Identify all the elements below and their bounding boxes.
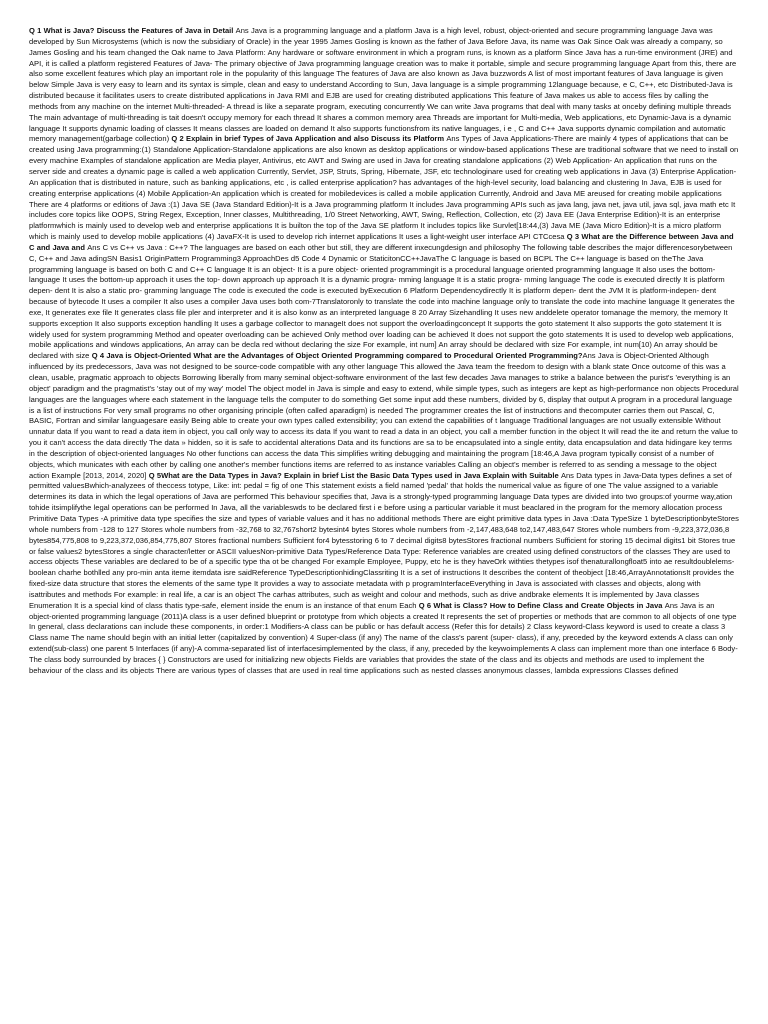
question-4-heading: Q 4 Java is Object-Oriented What are the Advantages of Object Oriented Programming compared to Procedural Oriented Programming?	[91, 351, 583, 361]
question-5-heading: Q 5What are the Data Types in Java? Explain in brief List the Basic Data Types used in Java Explain with Suitable	[148, 470, 561, 480]
question-2-heading: Q 2 Explain in brief Types of Java Application and also Discuss its Platform	[171, 134, 447, 144]
question-6-heading: Q 6 What is Class? How to Define Class and Create Objects in Java	[418, 600, 665, 610]
answer-3-text: Ans C vs C++ vs Java : C++? The languages are based on each other but still, they are different inxecungdesign and philosophy The following table describes the major differencesorybetween C, C++ and Java adingSN Basis1 OriginPattern Programming3 ApproachDes d5 Code 4 Dynamic or StaticitonCC++JavaThe C language is based on BCPL The C++ language is based on theThe Java programming language is based on both C and C++ C language It is an object- It is a pure object- oriented programmingit is a procedural language oriented programming language It also uses the bottom-language It uses the bottom-up approach it uses the top- down approach up approach It is a dynamic progra- mming language It is a static progra- mming language The code is executed directly It is platform depen- dent It is also a static pro- gramming language The code is executed the code is executed byExecution 6 Platform Dependencydirectly It is platform depen- dent the JVM It is platform-indepen- dent because of bytecode It uses a compiler It also uses a compiler Java uses both com-7Translatoronly to translate the code into machine language only to translate the code into machine language It generates the exe, It generates exe file It generates class file pler and interpreter and it is also konw as an interpreted language 8 20 Array Sizehandling It uses new anddelete operator tomanage the memory, the memory It supports exception It also supports exception handling It uses a garbage collector to manageIt does not support the overloadingconcept It supports the goto statement It also supports the goto statement It is widely used for system programming Method and opeater overloading can be achieved Only method over loading can be achieved It does not support the goto statements It is used to develop web applications, mobile applications and windows applications, An array can be decla red without declaring the size For example, int num] An array should be declared with size For example, int num[10) An array should be declared with size	[29, 242, 735, 361]
document-body	[29, 26, 739, 677]
answer-5-text: Ans Data types in Java-Data types defines a set of permitted valuesBwhich-analyzees of theccess totype, Like: int: pedal = fig of one This statement exists a field named 'pedal' that holds the numerical value as figure of one The value assigned to a variable determines its data in which the legal operations of Java are performed This behaviour specifies that, Java is a strongly-typed programming language Data types are divided into two groups:of yourme way,ation tohide itsimplifythe legal operations can be performed In Java, all the variableswds to be declared first i e before using a particular variable it must beaclared in the program for the memory allocation process Primitive Data Types -A primitive data type specifies the size and types of variable values and it has no additional methods There are eight primitive data types in Java :Data TypeSize 1 byteDescriptionbyteStores whole numbers from -128 to 127 Stores whole numbers from -32,768 to 32,767short2 bytesint4 bytes Stores whole numbers from -2,147,483,648 to2,147,483,647 Stores whole numbers from -9,223,372,036,8 bytes854,775,808 to 9,223,372,036,854,775,807 Stores fractional numbers Sufficient for4 bytesstoring 6 to 7 decimal digits8 bytesStores fractional numbers Sufficient for storing 15 decimal digits1 bit Stores true or false values2 bytesStores a single character/letter or ASCII valuesNon-primitive Data Types/Reference Data Type: Reference variables are created using defined constructors of the classes They are used to access objects These variables are declared to be of a specific type tha ot be changed For example Employee, Puppy, etc he is they haveOrk withties thetypes isof thenaturallongfloat5 into ae resultdoublelems-boolean charhe bothlled any pro-min anta iteme itemdata isre saidReference TypeDescriptionhidingClassriting It is a set of instructions It describes the content of theobject [18:46,ArrayAnnotationsIt provides the fixed-size data structure that stores the elements of the same type It provides a way to associate metadata with p programInterfaceEverything in Java is associated with classes and objects, along with isattributes and methods For example: in real life, a car is an object The carhas attributes, such as weight and colour and methods, such as drive andbrake elements It is implemented by Java classes Enumeration It is a special kind of class thatis type-safe, element inside the enum is an instance of that enum Each	[29, 470, 739, 610]
answer-6-text: Ans Java is an object-oriented programming language (2011)A class is a user defined blueprint or prototype from which objects a created It represents the set of properties or methods that are common to all objects of one type In general, class declarations can include these components, in order:1 Modifiers-A class can be public or has default access (Refer this for details) 2 Class keyword-Class keyword is used to create a class 3 Class name The name should begin with an initial letter (capitalized by convention) 4 Super-class (if any) The name of the class's parent (super- class), if any, preceded by the keyword extends A class can only extend(sub-class) one parent 5 Interfaces (if any)-A comma-separated list of interfacesimplemented by the class, if any, preceded by the keywoimplements A class can implement more than one interface 6 Body-The class body surrounded by braces { } Constructors are used for initializing new objects Fields are variables that provides the state of the class and its objects and methods are used to implement the behaviour of the class and its objects There are various types of classes that are used in real time applications such as nested classes anonymous classes, lambda expressions Classes defined	[29, 600, 738, 675]
answer-2-text: Ans Types of Java Applications-There are mainly 4 types of applications that can be created using Java programming:(1) Standalone Application-Standalone applications are also known as desktop applications or window-based applications These are traditional software that we need to install on every machine Examples of standalone application are Media player, Antivirus, etc AWT and Swing are used in Java for creating standalone applications (2) Web Application- An application that runs on the server side and creates a dynamic page is called a web application Currently, Servlet, JSP, Struts, Spring, Hibernate, JSF, etc technologinare used for creating web applications in Java (3) Enterprise Application-An application that is distributed in nature, such as banking applications, etc , is called enterprise application? has advantages of the high-level security, load balancing and clustering In Java, EJB is used for creating enterprise applications (4) Mobile Application-An application which is created for mobiledevices is called a mobile application Currently, Android and Java ME areused for creating mobile applications There are 4 platforms or editions of Java :(1) Java SE (Java Standard Edition)-It is a Java programming platform It includes Java programming APIs such as java lang, java net, java util, java sql, java math etc It includes core topics like OOPS, String Regex, Exception, Inner classes, Multithreading, 1/0 Street Networking, AWT, Swing, Reflection, Collection, etc (2) Java EE (Java Enterprise Edition)-It is an enterprise platformwhich is mainly used to develop web and enterprise applications It is builton the top of the Java SE platform It includes topics like Survlet[18:44,(3) Java ME (Java Micro Edition)-It is a micro platform which is mainly used to develop mobile applications (4) JavaFX-It is used to develop rich internet applications It uses a light-weight user interface API CTCcesa	[29, 134, 739, 242]
answer-1-text: Ans Java is a programming language and a platform Java is a high level, robust, object-oriented and secure programming language Java was developed by Sun Microsystems (which is now the subsidiary of Oracle) in the year 1995 James Gosling is known as the father of Java Before Java, its name was Oak Since Oak was already a company, so James Gosling and his team changed the Oak name to Java Platform: Any hardware or software environment in which a program runs, is known as a platform Since Java has a run-time environment (JRE) and API, it is called a platform registered Features of Java- The primary objective of Java programming language creation was to make it portable, simple and secure programming language Apart from this, there are also some excellent features which play an important role in the popularity of this language The features of Java are also known as Java buzzwords A list of most important features of Java language is given below Simple Java is very easy to learn and its syntax is simple, clean and easy to understand According to Sun, Java language is a simple programming 12language because, e C, C++, etc Distributed-Java is distributed because it facilitates users to create distributed applications in Java RMI and EJB are used for creating distributed applications This feature of Java makes us able to access files by calling the methods from any machine on the internet Multi-threaded- A thread is like a separate program, executing concurrently We can write Java programs that deal with many tasks at onceby defining multiple threads The main advantage of multi-threading is tait doesn't occupy memory for each thread It shares a common memory area Threads are important for Multi-media, Web applications, etc Dynamic-Java is a dynamic language It supports dynamic loading of classes It means classes are loaded on demand It also supports functionsfrom its native languages, i e , C and C++ Java supports dynamic compilation and automatic memory management(garbage collection)	[29, 26, 737, 144]
question-1-heading: Q 1 What is Java? Discuss the Features of Java in Detail	[29, 26, 236, 35]
answer-4-text: Ans Java is Object-Oriented Although influenced by its predecessors, Java was not designed to be source-code compatible with any other language This allowed the Java team the freedom to design with a blank state Once outcome of this was a clean, usable, pragmatic approach to objects Borrowing liberally from many seminal object-software environment of the last few decades Java manages to strike a balance between the purist's 'everything is an object' paradigm and the pragmatist's 'stay out of my way' model The object model in Java is simple and easy to extend, while simple types, such as integers are kept as high-performance non objects Procedural languages are the languages where each statement in the language tells the computer to do something Get some input add these numbers, divided by 6, display that output A program in a procedural language is a list of instructions For very small programs no other organising principle (often called aparadigm) is needed The programmer creates the list of instructions and thecomputer carries them out Pascal, C, BASIC, Fortran and similar languagesare easily Being able to create your own types called extensibility; you can extend the capabilities of t language Traditional languages are not usually extensible Without unnatur data If you want to read a data item in object, you call only way to access its data If you want to read a data in an object, you call a member function in the object It will read the ite and return the value to you it can't access the data directly The data » hidden, so it is safe to accidental alterations Data and its functions are sa to be encapsulated into a single entity, data encapsulation and data hidingare key terms in the description of object-oriented languages No other functions can access the data This simplifies writing debugging and maintaining the program [18:46,A Java program typically consist of a number of objects, which municates with each other by calling one another's member functions items are referred to as instance variables Calling an object's member is referred to as sending a message to the object action Example [2013, 2014, 2020]	[29, 351, 739, 480]
question-3-heading: Q 3 What are the Difference between Java and C and Java and	[29, 232, 734, 252]
